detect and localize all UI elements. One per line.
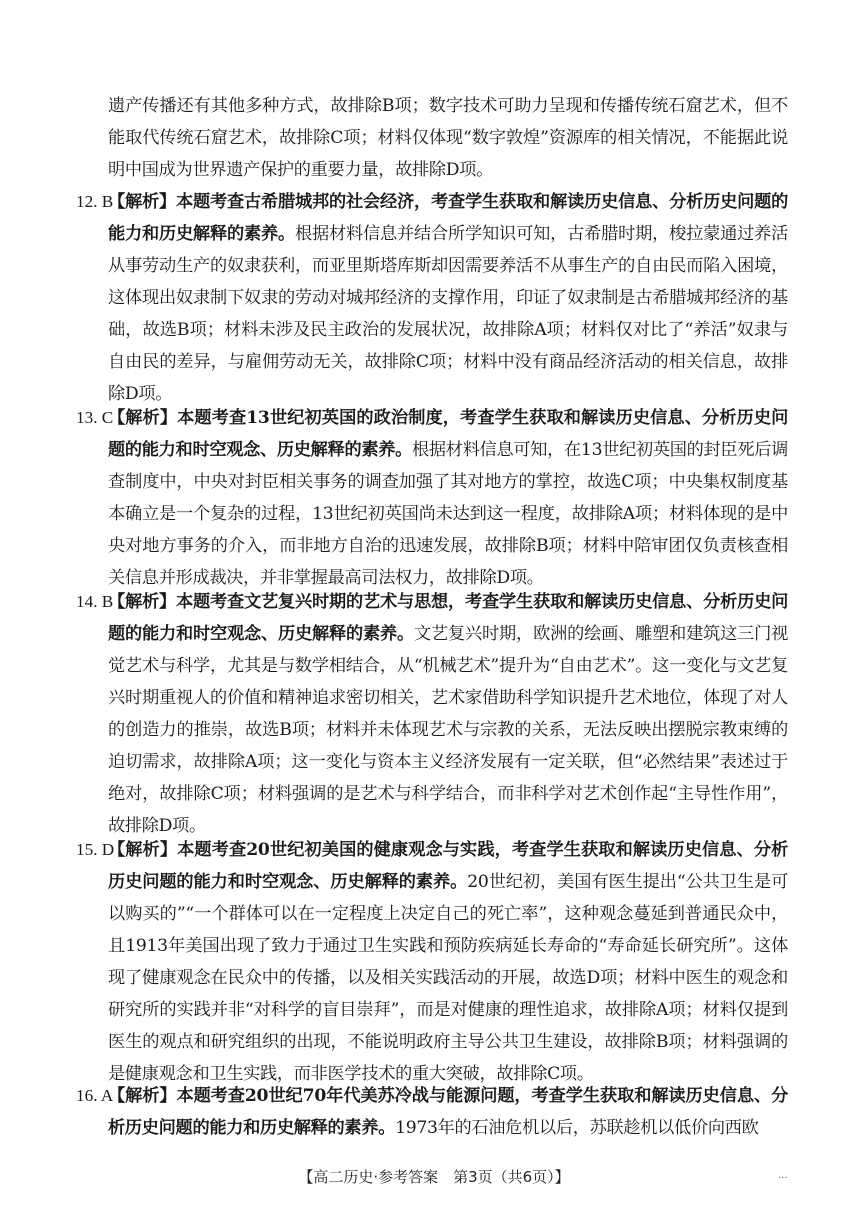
analysis-text: 根据材料信息可知，在13世纪初英国的封臣死后调查制度中，中央对封臣相关事务的调查加强了其对地方的掌控，故选C项；中央集权制度基本确立是一个复杂的过程，13世纪初英国尚未达到这一程度，故排除A项；材料体现的是中央对地方事务的介入，而非地方自治的迅速发展，故排除B项；材料中陪审团仅负责核查相关信息并形成裁决，并非掌握最高司法权力，故排除D项。 [108,440,788,588]
answer-item-14 [76,586,788,842]
footer-mark: ... [778,1170,788,1181]
answer-content [108,1080,788,1144]
answer-content [108,834,788,1090]
answer-item-12 [76,186,788,410]
page-footer: 【高二历史·参考答案 第3页（共6页）】 [298,1168,570,1186]
answer-content [108,402,788,594]
analysis-tag: 【解析】 [108,1086,177,1106]
answer-item-15 [76,834,788,1090]
analysis-lead: 本题考查20世纪70年代美苏冷战与能源问题，考查学生获取和解读历史信息、分析历史问题的能力和历史解释的素养。 [108,1086,788,1138]
answer-number: 14. B [76,592,114,611]
analysis-tag: 【解析】 [108,192,177,212]
analysis-tag: 【解析】 [108,592,177,612]
analysis-text: 文艺复兴时期，欧洲的绘画、雕塑和建筑这三门视觉艺术与科学，尤其是与数学相结合，从“机械艺术”提升为“自由艺术”。这一变化与文艺复兴时期重视人的价值和精神追求密切相关，艺术家借助科学知识提升艺术地位，体现了对人的创造力的推崇，故选B项；材料并未体现艺术与宗教的关系，无法反映出摆脱宗教束缚的迫切需求，故排除A项；这一变化与资本主义经济发展有一定关联，但“必然结果”表述过于绝对，故排除C项；材料强调的是艺术与科学结合，而非科学对艺术创作起“主导性作用”，故排除D项。 [108,624,788,836]
analysis-tag: 【解析】 [108,840,178,860]
analysis-lead: 本题考查文艺复兴时期的艺术与思想，考查学生获取和解读历史信息、分析历史问题的能力和时空观念、历史解释的素养。 [108,592,788,644]
answer-number: 13. C [76,408,114,427]
answer-number: 12. B [76,192,114,211]
analysis-text: 20世纪初，美国有医生提出“公共卫生是可以购买的”“一个群体可以在一定程度上决定自己的死亡率”，这种观念蔓延到普通民众中，且1913年美国出现了致力于通过卫生实践和预防疾病延长寿命的“寿命延长研究所”。这体现了健康观念在民众中的传播，以及相关实践活动的开展，故选D项；材料中医生的观念和研究所的实践并非“对科学的盲目崇拜”，而是对健康的理性追求，故排除A项；材料仅提到医生的观点和研究组织的出现，不能说明政府主导公共卫生建设，故排除B项；材料强调的是健康观念和卫生实践，而非医学技术的重大突破，故排除C项。 [108,872,788,1084]
analysis-lead: 本题考查20世纪初美国的健康观念与实践，考查学生获取和解读历史信息、分析历史问题的能力和时空观念、历史解释的素养。 [108,840,788,892]
answer-content [108,186,788,410]
continued-paragraph: 遗产传播还有其他多种方式，故排除B项；数字技术可助力呈现和传播传统石窟艺术，但不能取代传统石窟艺术，故排除C项；材料仅体现“数字敦煌”资源库的相关情况，不能据此说明中国成为世界遗产保护的重要力量，故排除D项。 [108,96,788,180]
answer-number: 16. A [76,1086,114,1105]
answer-content [108,586,788,842]
analysis-lead: 本题考查13世纪初英国的政治制度，考查学生获取和解读历史信息、分析历史问题的能力和时空观念、历史解释的素养。 [108,408,788,460]
analysis-lead: 本题考查古希腊城邦的社会经济，考查学生获取和解读历史信息、分析历史问题的能力和历史解释的素养。 [108,192,788,244]
analysis-tag: 【解析】 [108,408,178,428]
answer-item-13 [76,402,788,594]
answer-number: 15. D [76,840,115,859]
answer-item-16 [76,1080,788,1144]
analysis-text: 根据材料信息并结合所学知识可知，古希腊时期，梭拉蒙通过养活从事劳动生产的奴隶获利，而亚里斯塔库斯却因需要养活不从事生产的自由民而陷入困境，这体现出奴隶制下奴隶的劳动对城邦经济的支撑作用，印证了奴隶制是古希腊城邦经济的基础，故选B项；材料未涉及民主政治的发展状况，故排除A项；材料仅对比了“养活”奴隶与自由民的差异，与雇佣劳动无关，故排除C项；材料中没有商品经济活动的相关信息，故排除D项。 [108,224,788,404]
analysis-text: 1973年的石油危机以后，苏联趁机以低价向西欧 [395,1118,759,1138]
